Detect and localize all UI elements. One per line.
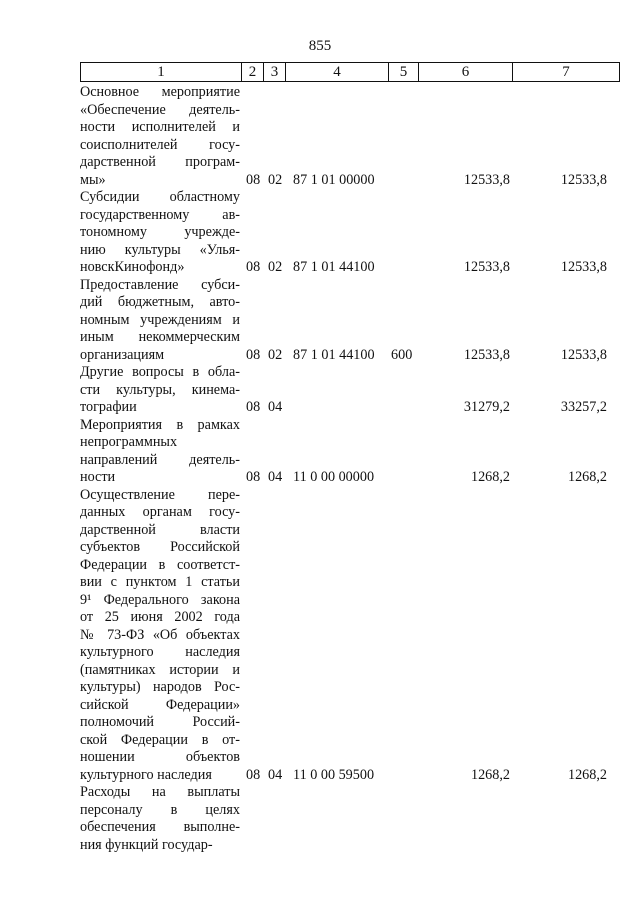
cell-c6: 31279,2 (463, 399, 510, 415)
table-header (80, 62, 620, 82)
row-name-line: ния функций государ- (80, 836, 213, 853)
cell-c6: 12533,8 (463, 171, 510, 188)
cell-c6: 1268,2 (470, 766, 510, 783)
header-col-2: 2 (242, 63, 264, 81)
row-name-line: Предоставление субси- (80, 276, 240, 293)
cell-c7: 12533,8 (560, 171, 607, 188)
row-name-line: соисполнителей госу- (80, 136, 240, 153)
cell-c7: 12533,8 (560, 259, 607, 275)
cell-c7: 33257,2 (560, 399, 607, 415)
cell-c7: 1268,2 (567, 469, 607, 485)
row-name-line: полномочий Россий- (80, 714, 240, 730)
table-row (80, 189, 620, 277)
cell-c6: 12533,8 (463, 259, 510, 275)
cell-c2: 08 (246, 469, 261, 485)
cell-c3: 02 (268, 259, 283, 275)
row-name-line: ности исполнителей и (80, 119, 240, 135)
header-col-4: 4 (286, 63, 389, 81)
header-col-7: 7 (562, 64, 570, 80)
row-name-line: новскКинофонд» (80, 259, 185, 275)
row-name-line: государственному ав- (80, 206, 240, 223)
table-row (80, 784, 620, 854)
row-name-line: направлений деятель- (80, 451, 240, 468)
row-name-line: 9¹ Федерального закона (80, 591, 240, 608)
row-name-line: мы» (80, 171, 106, 188)
cell-c5: 600 (391, 346, 413, 363)
cell-c3: 02 (268, 346, 283, 363)
row-name-line: дий бюджетным, авто- (80, 294, 240, 310)
row-name-line: тономному учрежде- (80, 224, 240, 240)
row-name-line: культурного наследия (80, 766, 212, 783)
row-name-line: ской Федерации в от- (80, 731, 240, 748)
row-name-line: культурного наследия (80, 644, 240, 660)
cell-c4: 11 0 00 59500 (293, 766, 375, 783)
row-name-line: от 25 июня 2002 года (80, 609, 240, 625)
row-name-line: (памятниках истории и (80, 661, 240, 678)
row-name-line: Расходы на выплаты (80, 784, 240, 800)
row-name-line: непрограммных (80, 434, 178, 450)
cell-c3: 04 (268, 469, 283, 485)
row-name-line: ношении объектов (80, 749, 240, 765)
cell-c4: 87 1 01 44100 (293, 259, 375, 275)
row-name-line: нию культуры «Улья- (80, 241, 240, 258)
header-col-1: 1 (81, 63, 242, 81)
row-name (80, 189, 240, 277)
row-name-line: Осуществление пере- (80, 486, 240, 503)
row-name-line: субъектов Российской (80, 539, 240, 555)
cell-c6: 12533,8 (463, 346, 510, 363)
row-name-line: Мероприятия в рамках (80, 416, 240, 433)
row-name-line: иным некоммерческим (80, 329, 240, 345)
row-name-line: организациям (80, 346, 165, 363)
cell-c4: 87 1 01 00000 (293, 171, 375, 188)
table-row (80, 277, 620, 365)
cell-c3: 04 (268, 399, 283, 415)
table-row (80, 364, 620, 417)
cell-c2: 08 (246, 259, 261, 275)
cell-c7: 1268,2 (567, 766, 607, 783)
row-name-line: данных органам госу- (80, 504, 240, 520)
row-name-line: Федерации в соответст- (80, 556, 240, 573)
row-name (80, 417, 240, 487)
table-row (80, 487, 620, 785)
row-name-line: Основное мероприятие (80, 84, 240, 100)
row-name-line: сти культуры, кинема- (80, 381, 240, 398)
cell-c2: 08 (246, 171, 261, 188)
row-name-line: сийской Федерации» (80, 696, 240, 713)
row-name-line: Субсидии областному (80, 189, 240, 205)
page-number: 855 (308, 38, 332, 54)
cell-c3: 04 (268, 766, 283, 783)
row-name-line: «Обеспечение деятель- (80, 101, 240, 118)
row-name-line: Другие вопросы в обла- (80, 364, 240, 380)
table-row (80, 84, 620, 189)
row-name (80, 487, 240, 785)
row-name (80, 277, 240, 365)
row-name-line: вии с пунктом 1 статьи (80, 574, 240, 590)
cell-c7: 12533,8 (560, 346, 607, 363)
cell-c2: 08 (246, 766, 261, 783)
cell-c2: 08 (246, 346, 261, 363)
header-col-5: 5 (389, 63, 419, 81)
header-col-3: 3 (264, 63, 286, 81)
row-name-line: № 73-ФЗ «Об объектах (80, 626, 240, 643)
row-name-line: дарственной власти (80, 521, 240, 538)
cell-c2: 08 (246, 399, 261, 415)
row-name (80, 784, 240, 854)
row-name-line: тографии (80, 399, 137, 415)
header-col-6: 6 (419, 63, 513, 81)
row-name-line: номным учреждениям и (80, 311, 240, 328)
cell-c3: 02 (268, 171, 283, 188)
cell-c4: 11 0 00 00000 (293, 469, 375, 485)
cell-c4: 87 1 01 44100 (293, 346, 375, 363)
row-name-line: обеспечения выполне- (80, 819, 240, 835)
cell-c6: 1268,2 (470, 469, 510, 485)
row-name-line: персоналу в целях (80, 801, 240, 818)
row-name-line: дарственной програм- (80, 154, 240, 170)
row-name-line: культуры) народов Рос- (80, 679, 240, 695)
table-row (80, 417, 620, 487)
row-name-line: ности (80, 469, 116, 485)
row-name (80, 364, 240, 417)
row-name (80, 84, 240, 189)
